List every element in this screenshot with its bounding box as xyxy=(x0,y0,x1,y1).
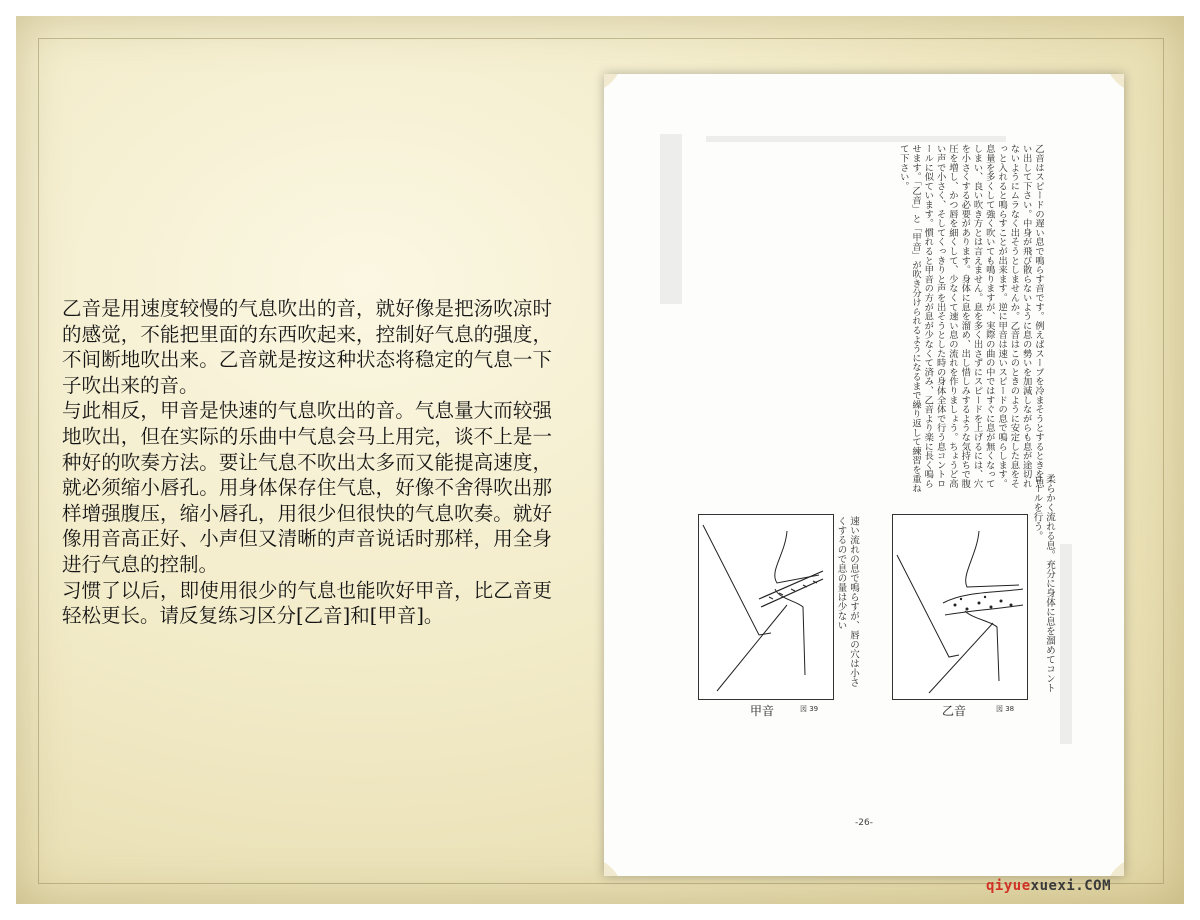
watermark-part-2: xuexi.COM xyxy=(1030,878,1112,894)
paragraph-2: 与此相反，甲音是快速的气息吹出的音。气息量大而较强地吹出，但在实际的乐曲中气息会马上用完，谈不上是一种好的吹奏方法。要让气息不吹出太多而又能提高速度，就必须缩小唇孔。用身体保存住气息，好像不舍得吹出那样增强腹压，缩小唇孔，用很少但很快的气息吹奏。就好像用音高正好、小声但又清晰的声音说话时那样，用全身进行气息的控制。 xyxy=(62,399,552,576)
paragraph-3: 习惯了以后，即使用很少的气息也能吹好甲音，比乙音更轻松更长。请反复练习区分[乙音]和[甲音]。 xyxy=(62,578,552,628)
figure-kan-on-label: 甲音 xyxy=(750,704,775,718)
photo-corner-top-left xyxy=(604,74,623,93)
photo-corner-top-right xyxy=(1105,74,1124,93)
book-page-number: -26- xyxy=(855,818,873,828)
watermark-part-1: qiyue xyxy=(986,878,1031,894)
show-through-left-bar xyxy=(660,134,682,304)
figure-kan-on xyxy=(698,514,834,700)
figure-otsu-on-label: 乙音 xyxy=(942,704,967,718)
photo-corner-bottom-left xyxy=(604,857,623,876)
scanned-book-page xyxy=(604,74,1124,876)
site-watermark xyxy=(986,878,1111,894)
japanese-vertical-text: 乙音はスピードの遅い息で鳴らす音です。例えばスープを冷まそうとするときを思い出して下さい。中身が飛び散らないように息の勢いを加減しながらも息が途切れないようにムラなく出そうとしませんか。乙音はこのときのように安定した息をそっと入れると鳴らすことが出来ます。逆に甲音は速いスピードの息で鳴らします。息量を多くして強く吹いても鳴りますが、実際の曲の中ではすぐに息が無くなってしまい、良い吹き方とは言えません。息を多く出さずにスピードを上げるには、穴を小さくする必要があります。身体に息を溜め、出し惜しみするような気持ちで腹圧を増し、かつ唇を細くして、少なくて速い息の流れを作りましょう。ちょうど高い声で小さく、そしてくっきりと声を出そうとした時の身体全体で行う息コントロールに似ています。慣れると甲音の方が息が少なくて済み、乙音より楽に長く鳴らせます。「乙音」と「甲音」が吹き分けられるようになるまで繰り返して練習を重ねて下さい。 xyxy=(897,144,1044,493)
show-through-top-strip xyxy=(706,136,1006,142)
figure-otsu-on-number: 図 38 xyxy=(996,705,1015,713)
paragraph-1: 乙音是用速度较慢的气息吹出的音，就好像是把汤吹凉时的感觉，不能把里面的东西吹起来，控制好气息的强度，不间断地吹出来。乙音就是按这种状态将稳定的气息一下子吹出来的音。 xyxy=(62,297,552,397)
kan-on-lip-diagram xyxy=(699,515,833,699)
otsu-on-lip-diagram xyxy=(893,515,1027,699)
figure-otsu-on xyxy=(892,514,1028,700)
show-through-right-strip xyxy=(1060,544,1072,744)
figure-kan-on-number: 図 39 xyxy=(800,705,819,713)
figure-otsu-on-caption: 柔らかく流れる息。充分に身体に息を溜めてコントロールを行う。 xyxy=(1031,474,1055,693)
figure-kan-on-caption: 速い流れの息で鳴らすが、唇の穴は小さくするので息の量は少ない xyxy=(835,516,859,687)
chinese-body-text xyxy=(62,296,552,629)
photo-corner-bottom-right xyxy=(1105,857,1124,876)
